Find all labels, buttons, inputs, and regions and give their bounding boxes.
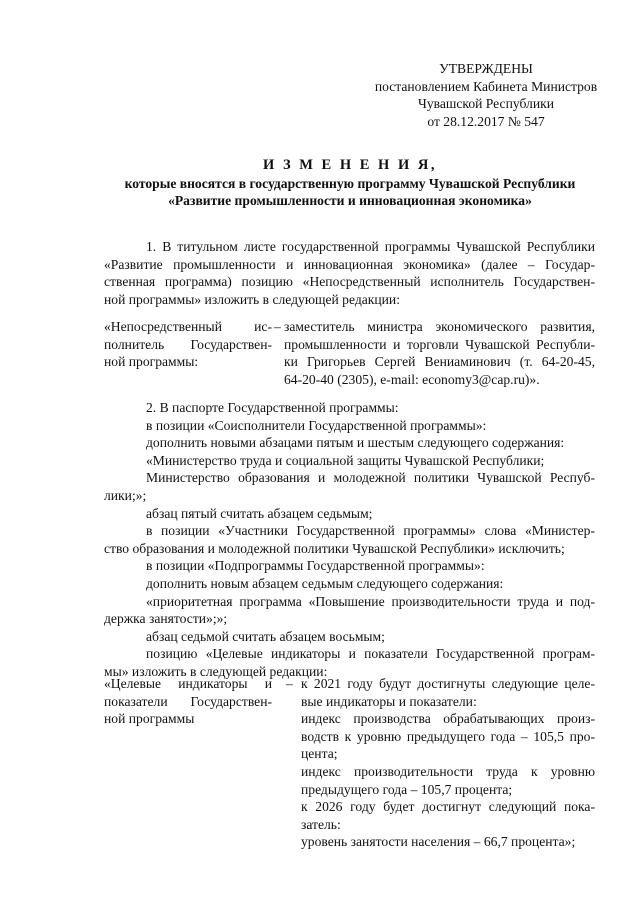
text-line: ной программы: — [104, 354, 199, 370]
text-line: «приоритетная программа «Повышение производительности труда и под- — [146, 593, 595, 609]
text-line: затель: — [301, 816, 341, 832]
title-line-2: которые вносятся в государственную программу Чувашской Республики — [124, 175, 576, 191]
text-line: лики;»; — [104, 487, 147, 503]
text-line: дополнить новыми абзацами пятым и шестым следующего содержания: — [146, 435, 565, 451]
text-line: «Непосредственный ис- — [104, 319, 272, 334]
text-line: индекс производства обрабатывающих произ- — [301, 711, 595, 727]
approved-heading: УТВЕРЖДЕНЫ — [439, 61, 533, 76]
title-line-3: «Развитие промышленности и инновационная экономика» — [168, 193, 532, 209]
text-line: Министерство образования и молодежной политики Чувашской Респуб- — [146, 470, 595, 486]
paragraph-1 — [104, 238, 595, 308]
text-line: в позиции «Подпрограммы Государственной программы»: — [146, 558, 485, 574]
text-line: к 2021 году будут достигнуты следующие целе- — [301, 676, 595, 691]
text-line: в позиции «Участники Государственной программы» слова «Министер- — [146, 523, 595, 539]
text-line: ки Григорьев Сергей Вениаминович (т. 64-20-45, — [284, 354, 595, 370]
text-line: дополнить новым абзацем седьмым следующего содержания: — [146, 575, 504, 591]
approved-date-number: от 28.12.2017 № 547 — [427, 113, 545, 129]
text-line: цента; — [301, 746, 338, 762]
text-line: абзац седьмой считать абзацем восьмым; — [146, 628, 385, 644]
approved-by: постановлением Кабинета Министров — [374, 78, 598, 94]
text-line: вые индикаторы и показатели: — [301, 693, 477, 709]
table1-left — [104, 318, 272, 371]
table2-right — [301, 675, 595, 851]
paragraph-2 — [104, 399, 595, 681]
text-line: к 2026 году будет достигнут следующий пока- — [301, 799, 595, 815]
text-line: «Развитие промышленности и инновационная экономика» (далее – Государ- — [104, 256, 595, 272]
text-line: предыдущего года – 105,7 процента; — [301, 781, 513, 797]
text-line: ство образования и молодежной политики Чувашской Республики» исключить; — [104, 540, 565, 556]
text-line: индекс производительности труда к уровню — [301, 763, 595, 779]
text-line: ственная программа) позицию «Непосредственный исполнитель Государствен- — [104, 274, 595, 290]
text-line: в позиции «Соисполнители Государственной программы»: — [146, 417, 487, 433]
approved-region: Чувашской Республики — [418, 96, 554, 112]
text-line: «Целевые индикаторы и — [104, 676, 272, 691]
text-line: мы» изложить в следующей редакции: — [104, 663, 328, 679]
text-line: 64-20-40 (2305), e-mail: economy3@cap.ru)». — [284, 371, 540, 387]
document-title — [100, 157, 600, 210]
text-line: 1. В титульном листе государственной программы Чувашской Республики — [146, 239, 595, 254]
text-line: уровень занятости населения – 66,7 процента»; — [301, 834, 576, 850]
title-heading: И З М Е Н Е Н И Я, — [263, 157, 437, 173]
text-line: заместитель министра экономического развития, — [284, 319, 595, 334]
text-line: держка занятости»;»; — [104, 611, 228, 627]
text-line: абзац пятый считать абзацем седьмым; — [146, 505, 373, 521]
table2-left — [104, 675, 272, 728]
text-line: показатели Государствен- — [104, 693, 272, 709]
text-line: ной программы» изложить в следующей редакции: — [104, 291, 400, 307]
text-line: промышленности и торговли Чувашской Республи- — [284, 336, 595, 352]
table1-right — [284, 318, 595, 388]
text-line: полнитель Государствен- — [104, 336, 272, 352]
text-line: «Министерство труда и социальной защиты Чувашской Республики; — [146, 452, 545, 468]
text-line: ной программы — [104, 711, 195, 727]
approval-block — [366, 60, 606, 130]
text-line: позицию «Целевые индикаторы и показатели Государственной програм- — [146, 646, 595, 662]
table1-dash: – — [274, 319, 281, 334]
table2-dash: – — [286, 676, 293, 691]
text-line: водств к уровню предыдущего года – 105,5 про- — [301, 728, 595, 744]
text-line: 2. В паспорте Государственной программы: — [146, 400, 399, 415]
